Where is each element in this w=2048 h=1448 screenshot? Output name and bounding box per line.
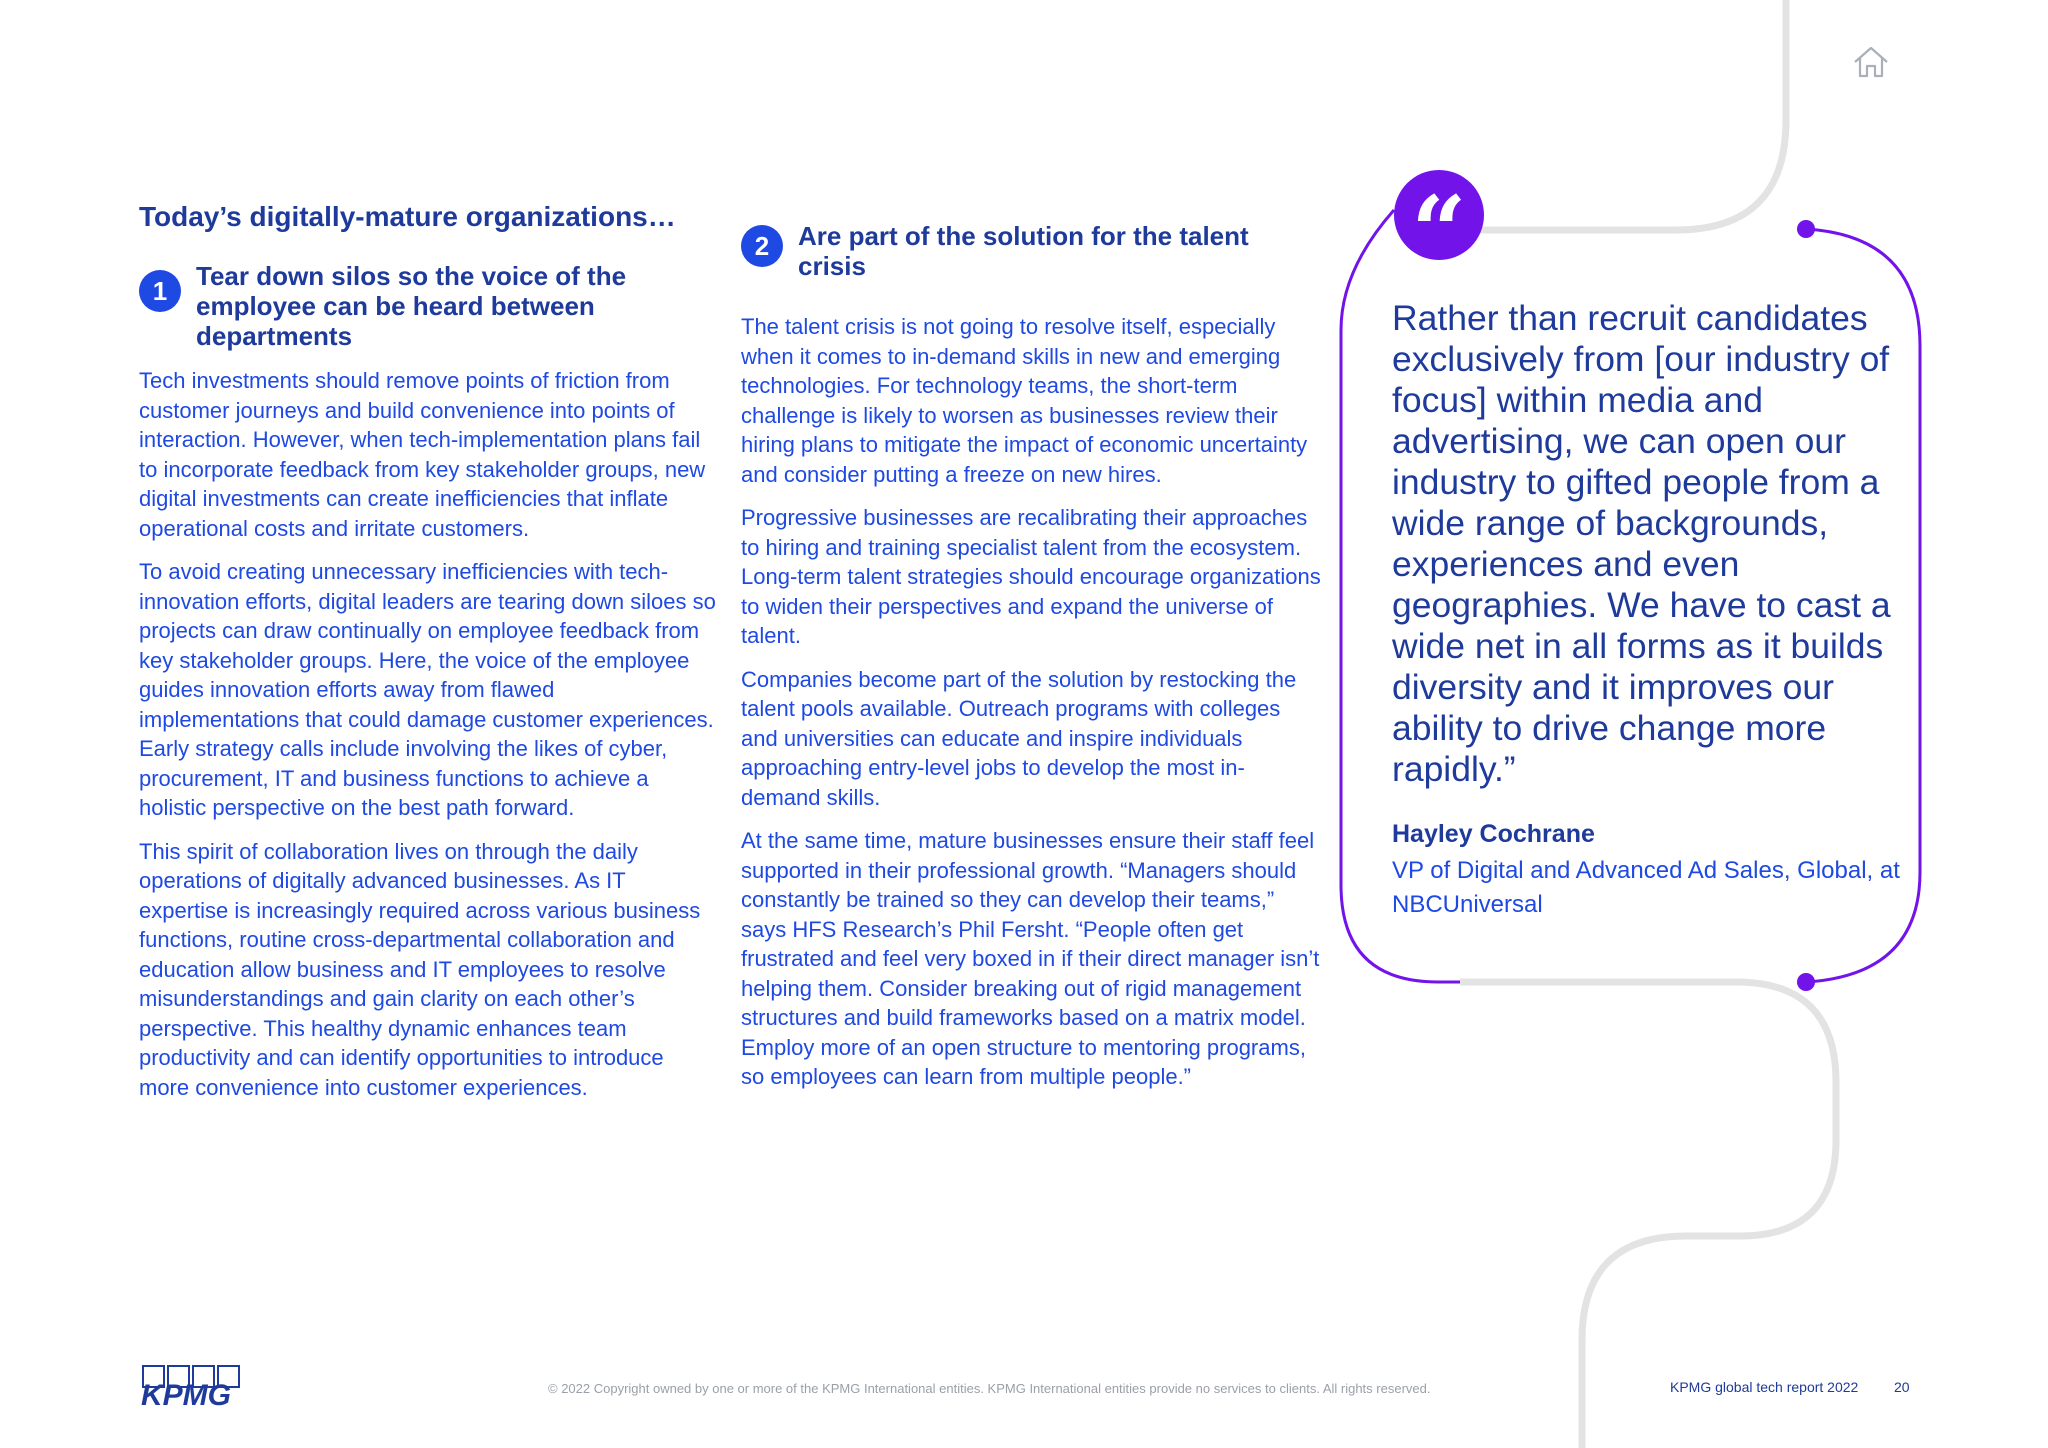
quote-author: Hayley Cochrane [1392, 820, 1595, 848]
quote-author-role: VP of Digital and Advanced Ad Sales, Global, at NBCUniversal [1392, 857, 1900, 918]
section-1-paragraph: Tech investments should remove points of friction from customer journeys and build convenience into points of interaction. However, when tech-implementation plans fail to incorporate feedback from key stakeholder groups, new digital investments can create inefficiencies that inflate operational costs and irritate customers. [139, 368, 706, 541]
quote-icon: “ [1394, 170, 1484, 260]
section-1-body [139, 366, 719, 1116]
section-2-paragraph: The talent crisis is not going to resolve itself, especially when it comes to in-demand skills in new and emerging technologies. For technology teams, the short-term challenge is likely to worsen as businesses review their hiring plans to mitigate the impact of economic uncertainty and consider putting a freeze on new hires. [741, 314, 1308, 487]
section-1-number-badge: 1 [139, 270, 181, 312]
section-1-paragraph: This spirit of collaboration lives on through the daily operations of digitally advanced businesses. As IT expertise is increasingly required across various business functions, routine cross-departmental collaboration and education allow business and IT employees to resolve misunderstandings and gain clarity on each other’s perspective. This healthy dynamic enhances team productivity and can identify opportunities to introduce more convenience into customer experiences. [139, 838, 701, 1100]
home-icon[interactable] [1852, 44, 1890, 80]
section-2-paragraph: Companies become part of the solution by restocking the talent pools available. Outreach programs with colleges and universities can educate and inspire individuals approaching entry-level jobs to develop the most in-demand skills. [741, 666, 1297, 810]
copyright-notice: © 2022 Copyright owned by one or more of the KPMG International entities. KPMG International entities provide no services to clients. All rights reserved. [548, 1381, 1431, 1396]
page-title: Today’s digitally-mature organizations… [139, 201, 676, 232]
section-2-heading: Are part of the solution for the talent crisis [798, 221, 1249, 281]
section-2-paragraph: At the same time, mature businesses ensure their staff feel supported in their professional growth. “Managers should constantly be trained so they can develop their teams,” says HFS Research’s Phil Fersht. “People often get frustrated and feel very boxed in if their direct manager isn’t helping them. Consider breaking out of rigid management structures and build frameworks based on a matrix model. Employ more of an open structure to mentoring programs, so employees can learn from multiple people.” [741, 828, 1320, 1089]
kpmg-logo [139, 1364, 243, 1408]
section-2-body [741, 312, 1321, 1106]
quote-text: Rather than recruit candidates exclusively from [our industry of focus] within media and advertising, we can open our industry to gifted people from a wide range of backgrounds, experiences and even geographies. We have to cast a wide net in all forms as it builds diversity and it improves our ability to drive change more rapidly.” [1392, 298, 1891, 789]
report-name: KPMG global tech report 2022 [1670, 1379, 1859, 1395]
section-2-paragraph: Progressive businesses are recalibrating their approaches to hiring and training specialist talent from the ecosystem. Long-term talent strategies should encourage organizations to widen their perspectives and expand the universe of talent. [741, 505, 1321, 648]
kpmg-logo-text: KPMG [141, 1379, 231, 1408]
section-1-paragraph: To avoid creating unnecessary inefficiencies with tech-innovation efforts, digital leaders are tearing down siloes so projects can draw continually on employee feedback from key stakeholder groups. Here, the voice of the employee guides innovation efforts away from flawed implementations that could damage customer experiences. Early strategy calls include involving the likes of cyber, procurement, IT and business functions to achieve a holistic perspective on the best path forward. [139, 559, 716, 820]
page-number: 20 [1894, 1379, 1910, 1395]
section-1-heading: Tear down silos so the voice of the employee can be heard between departments [196, 261, 627, 351]
section-2-number-badge: 2 [741, 225, 783, 267]
